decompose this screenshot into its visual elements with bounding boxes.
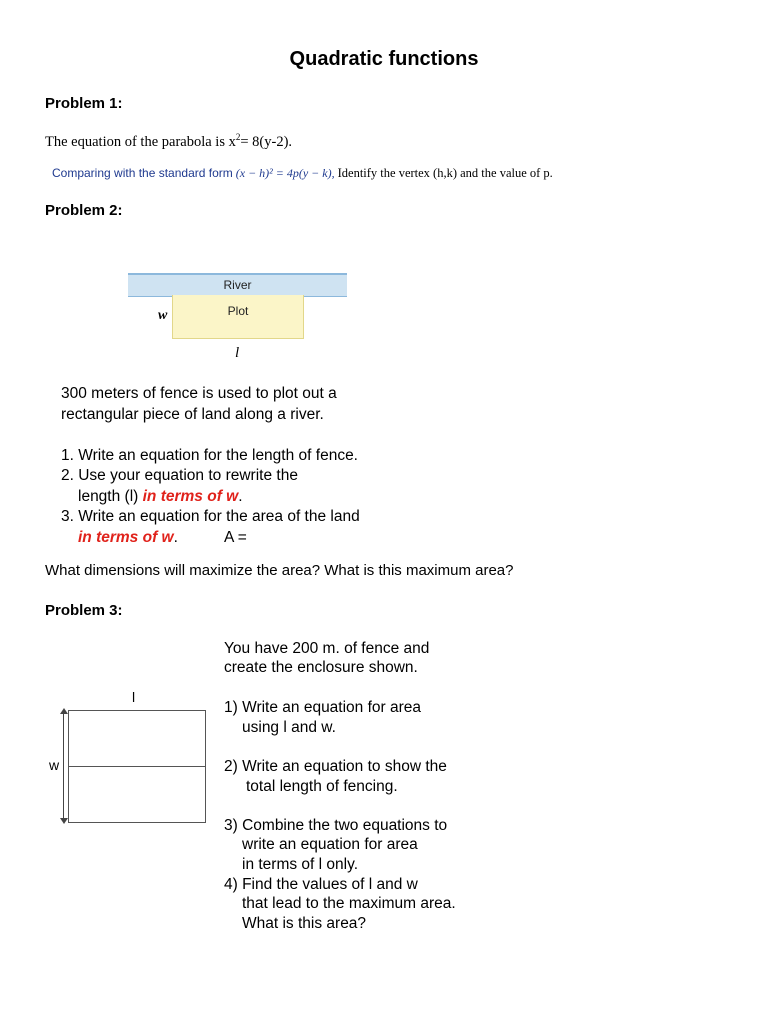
problem-2-intro-line-1: 300 meters of fence is used to plot out a (61, 385, 337, 402)
identify-text: Identify the vertex (h,k) and the value of p. (337, 166, 553, 180)
l-label: l (235, 345, 240, 361)
equation-prefix: The equation of the parabola is x (45, 133, 236, 150)
equation-suffix: = 8(y-2). (240, 133, 293, 150)
period-2: . (173, 529, 178, 546)
l-label: l (132, 689, 136, 705)
p3-line-11: that lead to the maximum area. (242, 895, 456, 912)
page-title: Quadratic functions (289, 48, 479, 70)
w-label: w (49, 757, 60, 773)
p3-line-3: 1) Write an equation for area (224, 699, 422, 716)
p3-line-10: 4) Find the values of l and w (224, 876, 418, 893)
problem-1-equation (45, 132, 292, 151)
arrow-up-icon (60, 708, 68, 714)
problem-2-intro-line-2: rectangular piece of land along a river. (61, 406, 324, 423)
problem-2-item-1: 1. Write an equation for the length of fence. (61, 447, 358, 464)
problem-2-item-2-line-2 (78, 487, 243, 508)
p3-line-6: total length of fencing. (246, 778, 398, 795)
problem-2-item-3-line-2 (78, 528, 178, 549)
p3-line-8: write an equation for area (242, 836, 418, 853)
river-label: River (223, 278, 252, 292)
p3-line-4: using l and w. (242, 719, 336, 736)
problem-2-item-3-line-1: 3. Write an equation for the area of the land (61, 508, 360, 525)
problem-1-heading: Problem 1: (45, 95, 123, 112)
p3-line-1: You have 200 m. of fence and (224, 640, 430, 657)
p3-line-12: What is this area? (242, 915, 367, 932)
problem-2-item-2-line-1: 2. Use your equation to rewrite the (61, 467, 298, 484)
p3-line-7: 3) Combine the two equations to (224, 817, 448, 834)
compare-text: Comparing with the standard form (52, 166, 233, 180)
w-label: w (158, 308, 168, 323)
problem-2-heading: Problem 2: (45, 202, 123, 219)
problem-1-instruction (52, 166, 553, 181)
length-text: length (l) (78, 488, 139, 505)
w-dimension-line (63, 710, 64, 822)
standard-form: (x − h)² = 4p(y − k), (235, 166, 335, 180)
problem-3-heading: Problem 3: (45, 602, 123, 619)
period: . (238, 488, 243, 505)
p3-line-2: create the enclosure shown. (224, 659, 418, 676)
in-terms-of-w-emphasis: in terms of w (142, 488, 239, 505)
area-label: A = (224, 529, 247, 546)
enclosure-divider (68, 766, 206, 767)
problem-2-question: What dimensions will maximize the area? What is this maximum area? (45, 562, 514, 579)
p3-line-9: in terms of l only. (242, 856, 359, 873)
p3-line-5: 2) Write an equation to show the (224, 758, 447, 775)
equation-exponent: 2 (235, 132, 241, 142)
arrow-down-icon (60, 818, 68, 824)
in-terms-of-w-emphasis-2: in terms of w (78, 529, 174, 546)
plot-label: Plot (227, 304, 249, 318)
